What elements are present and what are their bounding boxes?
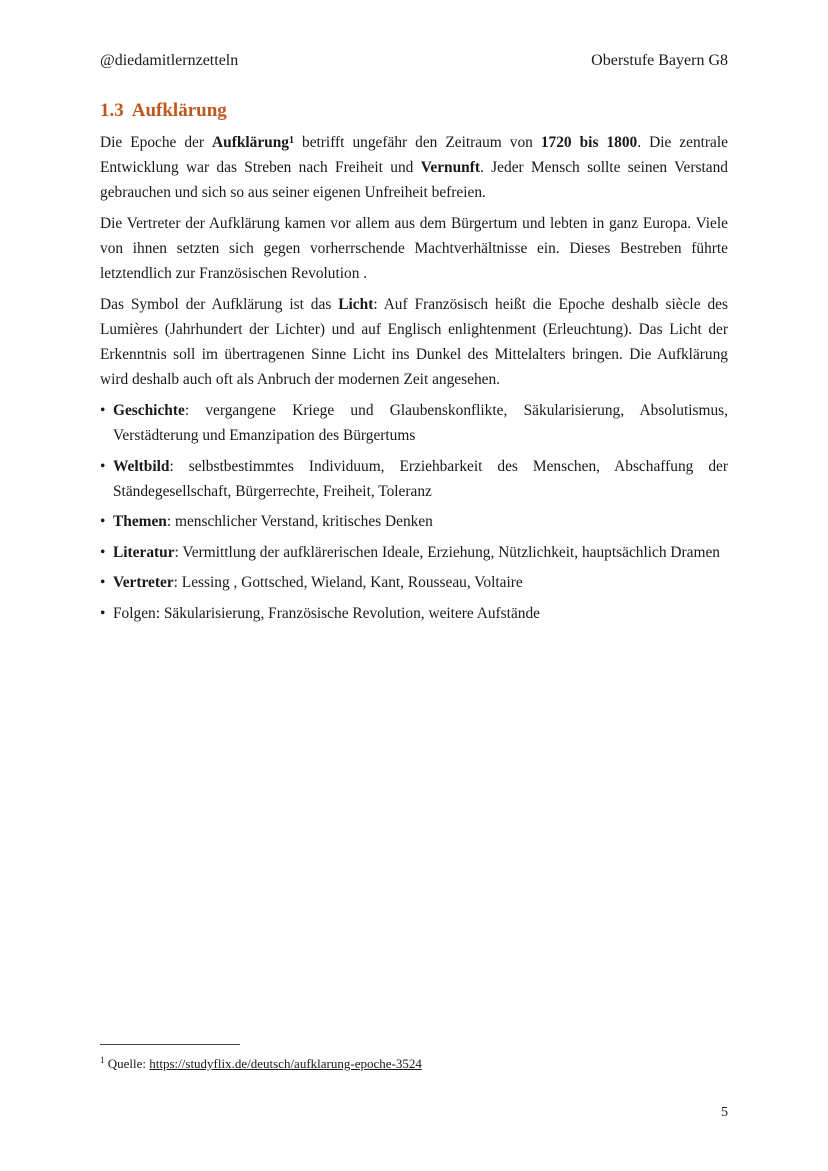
list-item-text: : menschlicher Verstand, kritisches Denken: [166, 513, 433, 530]
list-item-label: Vertreter: [113, 574, 174, 591]
list-item-weltbild: [100, 454, 728, 504]
term-vernunft: Vernunft: [420, 159, 480, 176]
footnote-label: Quelle:: [104, 1056, 150, 1071]
section-body: [100, 130, 728, 631]
list-item-literatur: [100, 540, 728, 565]
section-title: Aufklärung: [131, 100, 227, 121]
footnote-source-link[interactable]: https://studyflix.de/deutsch/aufklarung-epoche-3524: [149, 1056, 422, 1071]
bullet-icon: •: [100, 604, 106, 622]
header-author: @diedamitlernzetteln: [100, 52, 239, 69]
list-item-label: Geschichte: [113, 402, 185, 419]
list-item-label: Themen: [113, 513, 167, 530]
list-item-label: Weltbild: [113, 457, 170, 475]
page-number: 5: [721, 1105, 728, 1120]
bullet-icon: •: [100, 574, 106, 591]
footnote: [100, 1056, 422, 1072]
paragraph-intro: Die Epoche der Aufklärung$^1$ betrifft ungefähr den Zeitraum von 1720 bis 1800. Die zentrale Entwicklung war das Streben nach Freiheit und Vernunft. Jeder Mensch sollte seinen Verstand gebrauchen und sich so aus seiner eigenen Unfreiheit befreien.: [100, 134, 728, 201]
list-item-text: : vergangene Kriege und Glaubenskonflikte, Säkularisierung, Absolutismus, Verstädterung und Emanzipation des Bürgertums: [113, 402, 728, 444]
section-number: 1.3: [100, 100, 124, 121]
list-item-vertreter: [100, 570, 728, 595]
term-licht: Licht: [338, 296, 374, 313]
footnote-marker: 1: [100, 1055, 105, 1065]
term-aufklaerung: Aufklärung: [212, 134, 289, 151]
list-item-text: : Vermittlung der aufklärerischen Ideale, Erziehung, Nützlichkeit, hauptsächlich Dramen: [174, 543, 720, 561]
list-item-text: Folgen: Säkularisierung, Französische Revolution, weitere Aufstände: [113, 604, 540, 622]
list-item-folgen: [100, 601, 728, 626]
list-item-label: Literatur: [113, 543, 175, 561]
section-heading: [100, 100, 227, 122]
period-range: 1720 bis 1800: [540, 134, 638, 151]
list-item-geschichte: [100, 398, 728, 448]
footnote-separator: [100, 1044, 240, 1045]
summary-list: [100, 398, 728, 626]
bullet-icon: •: [100, 543, 106, 561]
header-course: Oberstufe Bayern G8: [591, 52, 728, 69]
list-item-themen: [100, 509, 728, 534]
bullet-icon: •: [100, 457, 106, 475]
bullet-icon: •: [100, 513, 106, 530]
bullet-icon: •: [100, 402, 106, 419]
list-item-text: : Lessing , Gottsched, Wieland, Kant, Rousseau, Voltaire: [173, 574, 523, 591]
paragraph-symbol: Das Symbol der Aufklärung ist das Licht: Auf Französisch heißt die Epoche deshalb siècle des Lumières (Jahrhundert der Lichter) und auf Englisch enlightenment (Erleuchtung). Das Licht der Erkenntnis soll im übertragenen Sinne Licht ins Dunkel des Mittelalters bringen. Die Aufklärung wird deshalb auch oft als Anbruch der modernen Zeit angesehen.: [100, 296, 728, 388]
paragraph-representatives: Die Vertreter der Aufklärung kamen vor allem aus dem Bürgertum und lebten in ganz Europa. Viele von ihnen setzten sich gegen vorherrschende Machtverhältnisse ein. Dieses Bestreben führte letztendlich zur Französischen Revolution .: [100, 215, 728, 282]
footnote-ref[interactable]: 1: [289, 135, 294, 146]
list-item-text: : selbstbestimmtes Individuum, Erziehbarkeit des Menschen, Abschaffung der Ständegesellschaft, Bürgerrechte, Freiheit, Toleranz: [113, 457, 728, 500]
